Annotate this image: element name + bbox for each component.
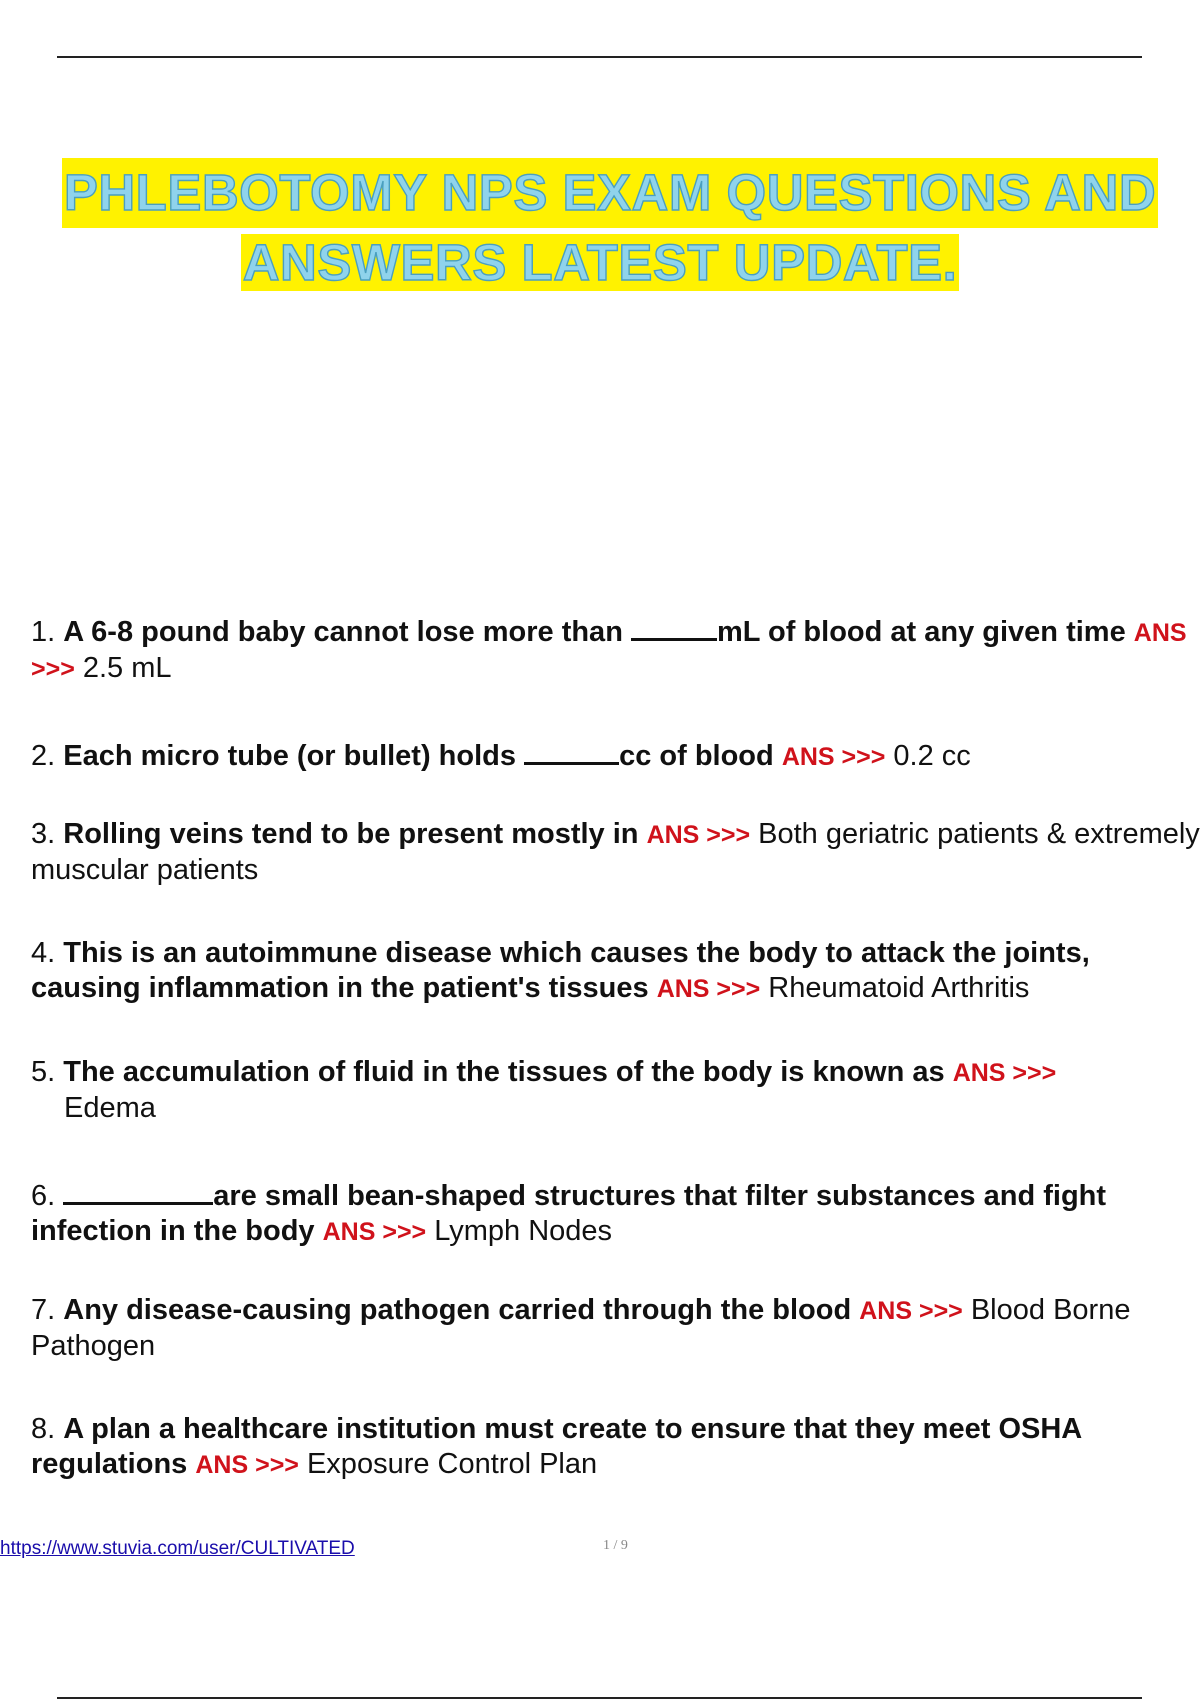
- ans-marker: ANS >>>: [322, 1218, 427, 1246]
- answer-text: Lymph Nodes: [434, 1215, 613, 1247]
- stuvia-profile-link[interactable]: https://www.stuvia.com/user/CULTIVATED: [0, 1538, 355, 1559]
- title-line-2: ANSWERS LATEST UPDATE.: [242, 234, 958, 291]
- document-title: [0, 158, 1200, 298]
- answer-blank: [631, 610, 717, 641]
- question-item-4: [31, 936, 1200, 1007]
- question-number: 7.: [31, 1294, 56, 1326]
- answer-blank: [524, 734, 619, 765]
- answer-text: Rheumatoid Arthritis: [768, 972, 1030, 1004]
- answer-text: Blood Borne Pathogen: [31, 1294, 1131, 1362]
- question-number: 4.: [31, 937, 56, 969]
- question-text-before: A 6-8 pound baby cannot lose more than: [63, 616, 631, 648]
- question-text: The accumulation of fluid in the tissues of the body is known as: [63, 1056, 945, 1088]
- question-text: Rolling veins tend to be present mostly in: [63, 818, 639, 850]
- question-item-8: [31, 1412, 1200, 1483]
- question-item-1: [31, 610, 1200, 687]
- question-number: 3.: [31, 818, 56, 850]
- question-text-before: Each micro tube (or bullet) holds: [63, 740, 525, 772]
- question-number: 6.: [31, 1180, 56, 1212]
- page-indicator: 1 / 9: [603, 1538, 628, 1553]
- ans-marker: ANS >>>: [859, 1297, 963, 1325]
- question-number: 2.: [31, 740, 56, 772]
- question-text-after: are small bean-shaped structures that filter substances and fight infection in the body: [31, 1180, 1107, 1247]
- answer-text: 0.2 cc: [893, 740, 971, 772]
- answer-text: Edema: [64, 1092, 156, 1124]
- question-text-after: cc of blood: [619, 740, 774, 772]
- question-number: 1.: [31, 616, 56, 648]
- question-item-3: [31, 817, 1200, 888]
- ans-marker: ANS >>>: [656, 975, 761, 1003]
- question-number: 8.: [31, 1413, 56, 1445]
- ans-marker: ANS >>>: [646, 821, 751, 849]
- top-rule: [57, 56, 1142, 58]
- question-item-7: [31, 1293, 1200, 1364]
- ans-marker: ANS >>>: [781, 743, 886, 771]
- question-text-after: mL of blood at any given time: [716, 616, 1126, 648]
- bottom-rule: [57, 1697, 1142, 1699]
- answer-blank: [63, 1174, 213, 1205]
- ans-marker: ANS >>>: [31, 619, 1187, 683]
- question-item-2: [31, 734, 971, 775]
- answer-text: 2.5 mL: [82, 652, 172, 684]
- question-item-6: [31, 1174, 1200, 1250]
- question-text: A plan a healthcare institution must create to ensure that they meet OSHA regulations: [31, 1413, 1082, 1480]
- question-text: This is an autoimmune disease which causes the body to attack the joints, causing inflammation in the patient's tissues: [31, 937, 1090, 1004]
- question-text: Any disease-causing pathogen carried through the blood: [63, 1294, 852, 1326]
- ans-marker: ANS >>>: [195, 1451, 299, 1479]
- ans-marker: ANS >>>: [952, 1059, 1057, 1087]
- question-item-5: [31, 1055, 1056, 1126]
- title-line-1: PHLEBOTOMY NPS EXAM QUESTIONS AND: [62, 158, 1158, 228]
- answer-text: Exposure Control Plan: [306, 1448, 598, 1480]
- answer-text: Both geriatric patients & extremely muscular patients: [31, 818, 1200, 886]
- question-number: 5.: [31, 1056, 56, 1088]
